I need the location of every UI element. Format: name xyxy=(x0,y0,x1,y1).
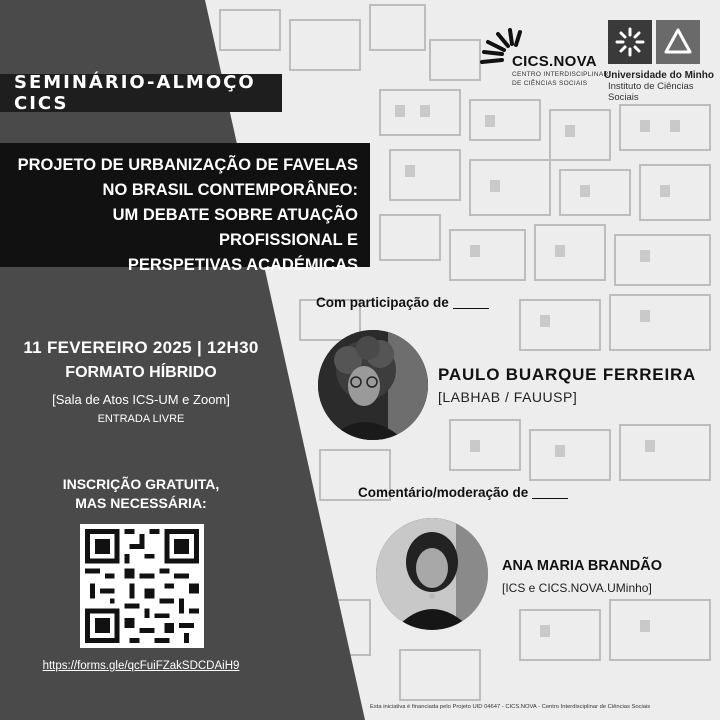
moderator-photo xyxy=(376,518,488,630)
event-title-line1: PROJETO DE URBANIZAÇÃO DE FAVELAS xyxy=(17,156,358,174)
moderator-portrait-icon xyxy=(376,518,488,630)
speaker-portrait-icon xyxy=(318,330,428,440)
event-entry: ENTRADA LIVRE xyxy=(97,413,185,425)
uminho-name: Universidade do Minho xyxy=(604,70,715,81)
cics-subtitle-line1: CENTRO INTERDISCIPLINAR xyxy=(512,71,609,78)
seminar-title: SEMINÁRIO-ALMOÇO CICS xyxy=(14,72,256,114)
registration-link[interactable]: https://forms.gle/qcFuiFZakSDCDAiH9 xyxy=(42,660,240,672)
uminho-logo-square-1 xyxy=(608,20,652,64)
uminho-institute: Instituto de Ciências Sociais xyxy=(608,81,694,103)
cics-subtitle-line2: DE CIÊNCIAS SOCIAIS xyxy=(512,80,588,87)
moderation-label xyxy=(358,485,568,500)
event-format: FORMATO HÍBRIDO xyxy=(65,364,217,381)
speaker-affiliation: [LABHAB / FAUUSP] xyxy=(438,389,578,405)
funding-footer: Esta iniciativa é financiada pelo Projeto UID 04647 - CICS.NOVA - Centro Interdisciplinar de Ciências Sociais xyxy=(370,704,651,710)
registration-line1: INSCRIÇÃO GRATUITA, xyxy=(62,476,220,492)
participation-label-text: Com participação de xyxy=(316,295,449,310)
uminho-triangle-icon xyxy=(656,20,700,64)
event-title-line2: NO BRASIL CONTEMPORÂNEO: xyxy=(102,181,358,199)
event-title-line3: UM DEBATE SOBRE ATUAÇÃO PROFISSIONAL E xyxy=(112,206,358,249)
label-rule xyxy=(453,308,489,309)
speaker-name: PAULO BUARQUE FERREIRA xyxy=(438,365,697,384)
registration-qr-code[interactable] xyxy=(80,524,204,648)
seminar-banner xyxy=(0,74,282,112)
moderation-label-text: Comentário/moderação de xyxy=(358,485,529,500)
event-venue: [Sala de Atos ICS-UM e Zoom] xyxy=(52,392,230,407)
uminho-star-icon xyxy=(608,20,652,64)
registration-line2: MAS NECESSÁRIA: xyxy=(75,495,207,511)
event-title-box xyxy=(0,143,370,274)
qr-code-icon xyxy=(80,524,204,648)
label-rule xyxy=(532,498,568,499)
speaker-photo xyxy=(318,330,428,440)
participation-label xyxy=(316,295,489,310)
moderator-affiliation: [ICS e CICS.NOVA.UMinho] xyxy=(502,581,652,595)
cics-name: CICS.NOVA xyxy=(512,53,597,70)
uminho-logo-square-2 xyxy=(656,20,700,64)
moderator-name: ANA MARIA BRANDÃO xyxy=(502,558,663,574)
event-date-time: 11 FEVEREIRO 2025 | 12H30 xyxy=(23,338,259,357)
event-title-line4: PERSPETIVAS ACADÉMICAS xyxy=(127,256,358,274)
